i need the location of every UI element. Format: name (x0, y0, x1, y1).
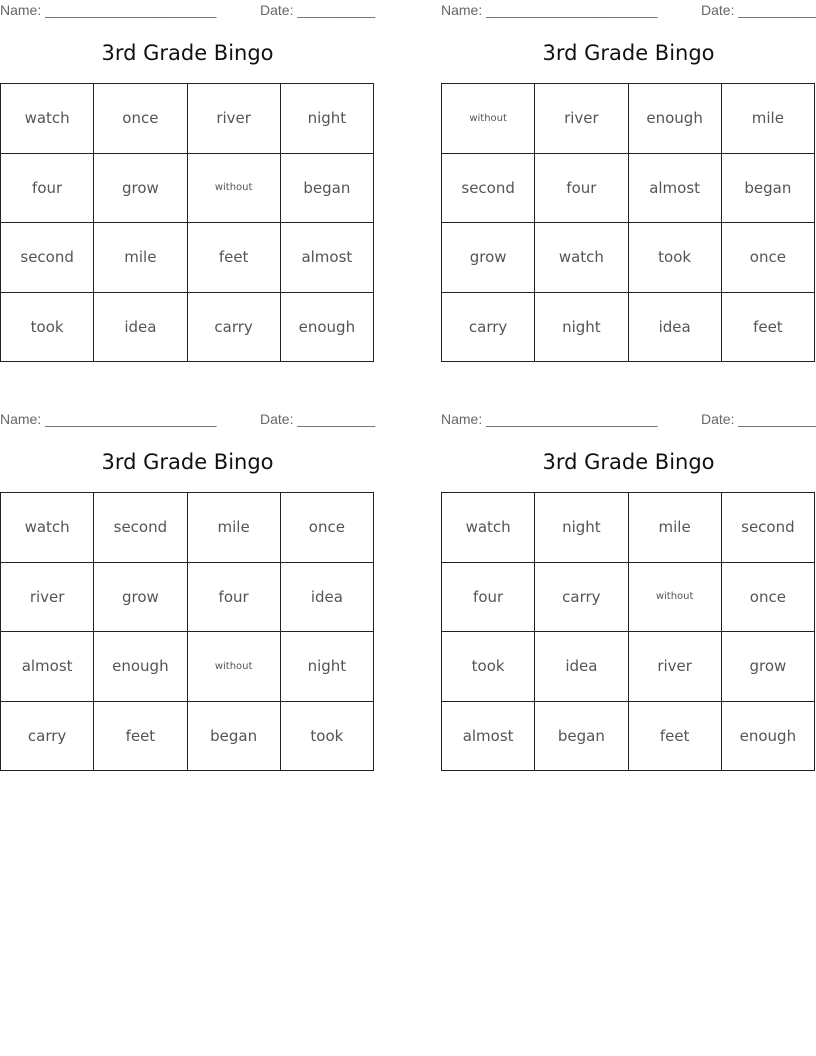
bingo-cell: almost (442, 702, 535, 772)
bingo-cell: once (722, 563, 815, 633)
bingo-card (0, 409, 375, 784)
bingo-cell: night (535, 293, 628, 363)
bingo-cell: mile (722, 84, 815, 154)
bingo-cell: feet (629, 702, 722, 772)
bingo-cell: once (722, 223, 815, 293)
date-field-label: Date: __________ (260, 2, 376, 18)
bingo-cell: idea (281, 563, 374, 633)
bingo-cell: mile (94, 223, 187, 293)
bingo-cell: carry (442, 293, 535, 363)
bingo-cell: without (442, 84, 535, 154)
bingo-cell: river (188, 84, 281, 154)
name-field-label: Name: ______________________ (0, 2, 217, 18)
bingo-cell: began (188, 702, 281, 772)
date-field-label: Date: __________ (701, 2, 816, 18)
bingo-cell: watch (442, 493, 535, 563)
bingo-cell: night (281, 632, 374, 702)
bingo-cell: without (188, 154, 281, 224)
name-field-label: Name: ______________________ (441, 2, 658, 18)
bingo-cell: four (535, 154, 628, 224)
bingo-grid (441, 83, 815, 362)
bingo-cell: without (629, 563, 722, 633)
name-date-row (441, 2, 816, 20)
name-field-label: Name: ______________________ (441, 411, 658, 427)
bingo-cell: watch (1, 493, 94, 563)
bingo-cell: took (1, 293, 94, 363)
name-date-row (441, 411, 816, 429)
bingo-card (441, 409, 816, 784)
bingo-cell: once (94, 84, 187, 154)
bingo-cell: grow (442, 223, 535, 293)
bingo-cell: second (722, 493, 815, 563)
name-field-label: Name: ______________________ (0, 411, 217, 427)
bingo-cell: second (94, 493, 187, 563)
name-date-row (0, 411, 375, 429)
bingo-cell: began (281, 154, 374, 224)
bingo-cell: without (188, 632, 281, 702)
bingo-cell: feet (94, 702, 187, 772)
bingo-cell: almost (281, 223, 374, 293)
bingo-card (441, 0, 816, 375)
bingo-cell: grow (722, 632, 815, 702)
bingo-grid (0, 492, 374, 771)
bingo-cell: feet (188, 223, 281, 293)
bingo-cell: almost (629, 154, 722, 224)
bingo-cell: watch (1, 84, 94, 154)
bingo-cell: enough (281, 293, 374, 363)
bingo-cell: carry (1, 702, 94, 772)
bingo-cell: grow (94, 154, 187, 224)
bingo-cell: carry (535, 563, 628, 633)
bingo-cell: took (442, 632, 535, 702)
bingo-cell: night (281, 84, 374, 154)
card-title: 3rd Grade Bingo (542, 450, 715, 474)
bingo-cell: second (1, 223, 94, 293)
bingo-cell: idea (535, 632, 628, 702)
bingo-cell: began (722, 154, 815, 224)
bingo-grid (441, 492, 815, 771)
bingo-cell: watch (535, 223, 628, 293)
bingo-cell: almost (1, 632, 94, 702)
bingo-cell: grow (94, 563, 187, 633)
card-title: 3rd Grade Bingo (101, 450, 274, 474)
bingo-cell: four (442, 563, 535, 633)
bingo-card (0, 0, 375, 375)
bingo-cell: river (629, 632, 722, 702)
bingo-grid (0, 83, 374, 362)
bingo-cell: river (535, 84, 628, 154)
bingo-cell: enough (722, 702, 815, 772)
bingo-cell: mile (629, 493, 722, 563)
bingo-cell: enough (629, 84, 722, 154)
bingo-cell: feet (722, 293, 815, 363)
bingo-cell: took (629, 223, 722, 293)
bingo-cell: river (1, 563, 94, 633)
bingo-cell: second (442, 154, 535, 224)
date-field-label: Date: __________ (701, 411, 816, 427)
bingo-cell: idea (629, 293, 722, 363)
bingo-cell: mile (188, 493, 281, 563)
card-title: 3rd Grade Bingo (101, 41, 274, 65)
bingo-cell: once (281, 493, 374, 563)
bingo-cell: enough (94, 632, 187, 702)
card-title: 3rd Grade Bingo (542, 41, 715, 65)
bingo-cell: took (281, 702, 374, 772)
bingo-cell: began (535, 702, 628, 772)
bingo-cell: four (1, 154, 94, 224)
date-field-label: Date: __________ (260, 411, 376, 427)
bingo-cell: four (188, 563, 281, 633)
bingo-cell: idea (94, 293, 187, 363)
name-date-row (0, 2, 375, 20)
bingo-cell: night (535, 493, 628, 563)
bingo-cell: carry (188, 293, 281, 363)
